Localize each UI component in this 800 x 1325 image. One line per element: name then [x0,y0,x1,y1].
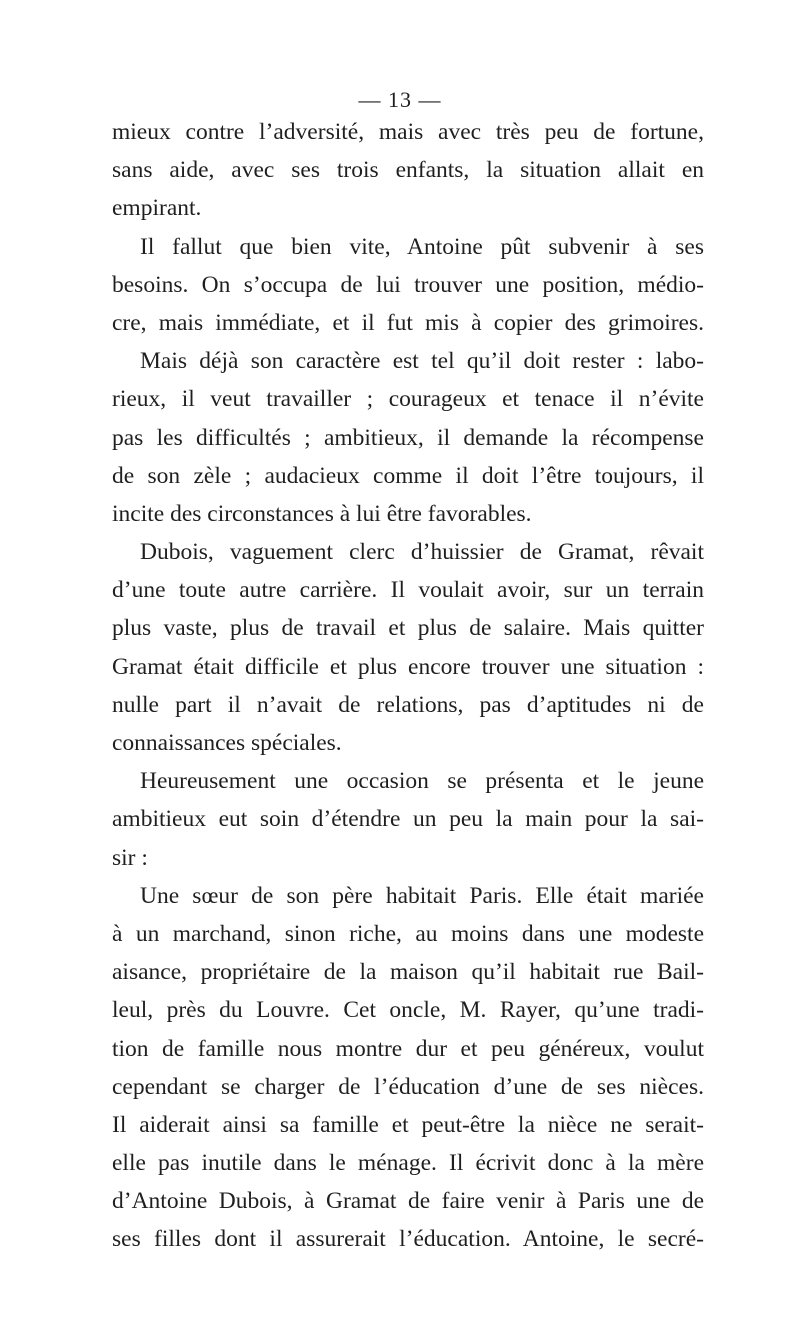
text-line: mieux contre l’adversité, mais avec très peu de fortune, [112,119,704,145]
text-line: nulle part il n’avait de relations, pas d’aptitudes ni de [112,691,704,718]
text-line: pas les difficultés ; ambitieux, il demande la récompense [112,424,704,451]
text-line: d’Antoine Dubois, à Gramat de faire venir à Paris une de [112,1188,704,1215]
text-line: d’une toute autre carrière. Il voulait avoir, sur un terrain [112,577,704,604]
page-number: — 13 — [358,87,442,112]
text-line: Mais déjà son caractère est tel qu’il doit rester : labo- [140,348,704,375]
text-line: Gramat était difficile et plus encore trouver une situation : [112,653,704,680]
text-line: connaissances spéciales. [112,730,342,756]
text-line: de son zèle ; audacieux comme il doit l’être toujours, il [112,462,704,489]
text-line: besoins. On s’occupa de lui trouver une position, médio- [112,271,704,298]
text-line: cependant se charger de l’éducation d’une de ses nièces. [112,1073,704,1100]
text-line: incite des circonstances à lui être favorables. [112,500,532,527]
text-line: ses filles dont il assurerait l’éducation. Antoine, le secré- [112,1226,704,1253]
text-line: rieux, il veut travailler ; courageux et tenace il n’évite [112,386,704,413]
text-line: Il fallut que bien vite, Antoine pût subvenir à ses [140,233,704,260]
text-line: empirant. [112,195,202,222]
text-line: sir : [112,844,148,871]
text-line: elle pas inutile dans le ménage. Il écrivit donc à la mère [112,1150,704,1177]
text-line: plus vaste, plus de travail et plus de salaire. Mais quitter [112,615,704,642]
text-line: Une sœur de son père habitait Paris. Elle était mariée [140,882,704,909]
text-line: tion de famille nous montre dur et peu généreux, voulut [112,1035,704,1062]
text-line: cre, mais immédiate, et il fut mis à copier des grimoires. [112,309,704,336]
text-line: sans aide, avec ses trois enfants, la situation allait en [112,157,704,184]
text-line: à un marchand, sinon riche, au moins dans une modeste [112,920,704,947]
text-line: Il aiderait ainsi sa famille et peut-être la nièce ne serait- [112,1111,704,1138]
text-line: ambitieux eut soin d’étendre un peu la main pour la sai- [112,806,704,833]
text-line: Heureusement une occasion se présenta et le jeune [140,768,704,795]
body-text [112,113,704,1259]
text-line: leul, près du Louvre. Cet oncle, M. Rayer, qu’une tradi- [112,997,704,1024]
text-line: aisance, propriétaire de la maison qu’il habitait rue Bail- [112,959,704,986]
text-line: Dubois, vaguement clerc d’huissier de Gramat, rêvait [140,539,704,566]
